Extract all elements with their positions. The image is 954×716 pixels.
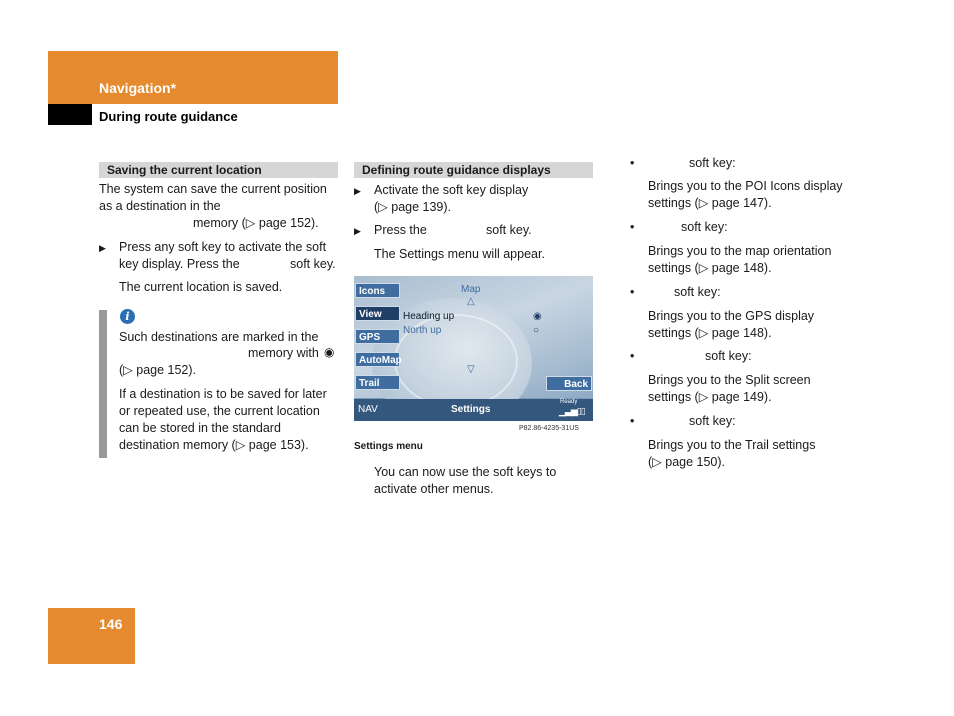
status-bar — [354, 399, 593, 421]
info-line-3: (▷ page 152). — [119, 363, 197, 377]
status-title: Settings — [451, 404, 491, 415]
intro-line-1: The system can save the current position — [99, 182, 327, 196]
after-line-1: You can now use the soft keys to — [374, 465, 557, 479]
item-desc-2: settings (▷ page 148). — [648, 326, 772, 340]
marked-dot-icon: ◉ — [324, 345, 335, 359]
page-number: 146 — [99, 616, 123, 632]
item-desc-1: Brings you to the GPS display — [648, 309, 815, 323]
option-heading-up[interactable]: Heading up — [403, 311, 455, 322]
step2-line-a: Press the — [374, 223, 427, 237]
item-key: soft key: — [689, 156, 736, 170]
bullet-icon: • — [630, 285, 635, 299]
step1-bullet-icon: ▶ — [354, 186, 361, 196]
header-band — [48, 51, 338, 104]
intro-line-3: memory (▷ page 152). — [193, 216, 319, 230]
bullet-icon: • — [630, 414, 635, 428]
info-p2-line-4: destination memory (▷ page 153). — [119, 438, 309, 452]
figure-code: P82.86-4235-31US — [519, 425, 579, 432]
chapter-title: Navigation* — [99, 80, 177, 96]
info-p2-line-1: If a destination is to be saved for later — [119, 387, 327, 401]
soft-key-back[interactable]: Back — [546, 376, 592, 391]
step1-line-1: Activate the soft key display — [374, 183, 529, 197]
section-heading-saving: Saving the current location — [99, 162, 338, 178]
info-icon: i — [120, 309, 135, 324]
item-key: soft key: — [689, 414, 736, 428]
item-key: soft key: — [681, 220, 728, 234]
step2-bullet-icon: ▶ — [354, 226, 361, 236]
info-p2-line-3: can be stored in the standard — [119, 421, 281, 435]
step2-result: The Settings menu will appear. — [374, 247, 545, 261]
intro-line-2: as a destination in the — [99, 199, 221, 213]
item-key: soft key: — [674, 285, 721, 299]
soft-key-icons[interactable]: Icons — [355, 283, 400, 298]
step2-line-b: soft key. — [486, 223, 532, 237]
scroll-down-icon[interactable]: ▽ — [467, 364, 475, 375]
radio-selected-icon[interactable]: ◉ — [533, 311, 542, 322]
signal-strength-icon: ▁▃▅▯▯ — [559, 406, 585, 416]
map-label: Map — [461, 284, 481, 295]
item-desc-1: Brings you to the map orientation — [648, 244, 832, 258]
item-desc-1: Brings you to the POI Icons display — [648, 179, 843, 193]
section-subtitle: During route guidance — [99, 109, 238, 124]
info-p2-line-2: or repeated use, the current location — [119, 404, 320, 418]
section-heading-displays: Defining route guidance displays — [354, 162, 593, 178]
item-desc-1: Brings you to the Split screen — [648, 373, 811, 387]
status-ready: Ready — [560, 399, 578, 405]
info-bar — [99, 310, 107, 458]
step-line-2b: soft key. — [290, 257, 336, 271]
status-nav: NAV — [358, 404, 378, 415]
bullet-icon: • — [630, 220, 635, 234]
item-desc-2: settings (▷ page 147). — [648, 196, 772, 210]
soft-key-automap[interactable]: AutoMap — [355, 352, 400, 367]
step1-line-2: (▷ page 139). — [374, 200, 452, 214]
after-line-2: activate other menus. — [374, 482, 494, 496]
step-bullet-icon: ▶ — [99, 243, 106, 253]
bullet-icon: • — [630, 349, 635, 363]
soft-key-view[interactable]: View — [355, 306, 400, 321]
bullet-icon: • — [630, 156, 635, 170]
radio-empty-icon[interactable]: ○ — [533, 325, 540, 336]
step-result: The current location is saved. — [119, 280, 283, 294]
figure-caption: Settings menu — [354, 441, 423, 452]
item-desc-2: (▷ page 150). — [648, 455, 726, 469]
option-north-up[interactable]: North up — [403, 325, 442, 336]
item-desc-1: Brings you to the Trail settings — [648, 438, 816, 452]
header-marker — [48, 104, 92, 125]
item-key: soft key: — [705, 349, 752, 363]
scroll-up-icon[interactable]: △ — [467, 296, 475, 307]
info-line-1: Such destinations are marked in the — [119, 330, 319, 344]
step-line-1: Press any soft key to activate the soft — [119, 240, 327, 254]
item-desc-2: settings (▷ page 149). — [648, 390, 772, 404]
info-line-2: memory with — [248, 346, 319, 360]
item-desc-2: settings (▷ page 148). — [648, 261, 772, 275]
soft-key-trail[interactable]: Trail — [355, 375, 400, 390]
step-line-2a: key display. Press the — [119, 257, 240, 271]
soft-key-gps[interactable]: GPS — [355, 329, 400, 344]
settings-menu-screen — [354, 276, 593, 421]
